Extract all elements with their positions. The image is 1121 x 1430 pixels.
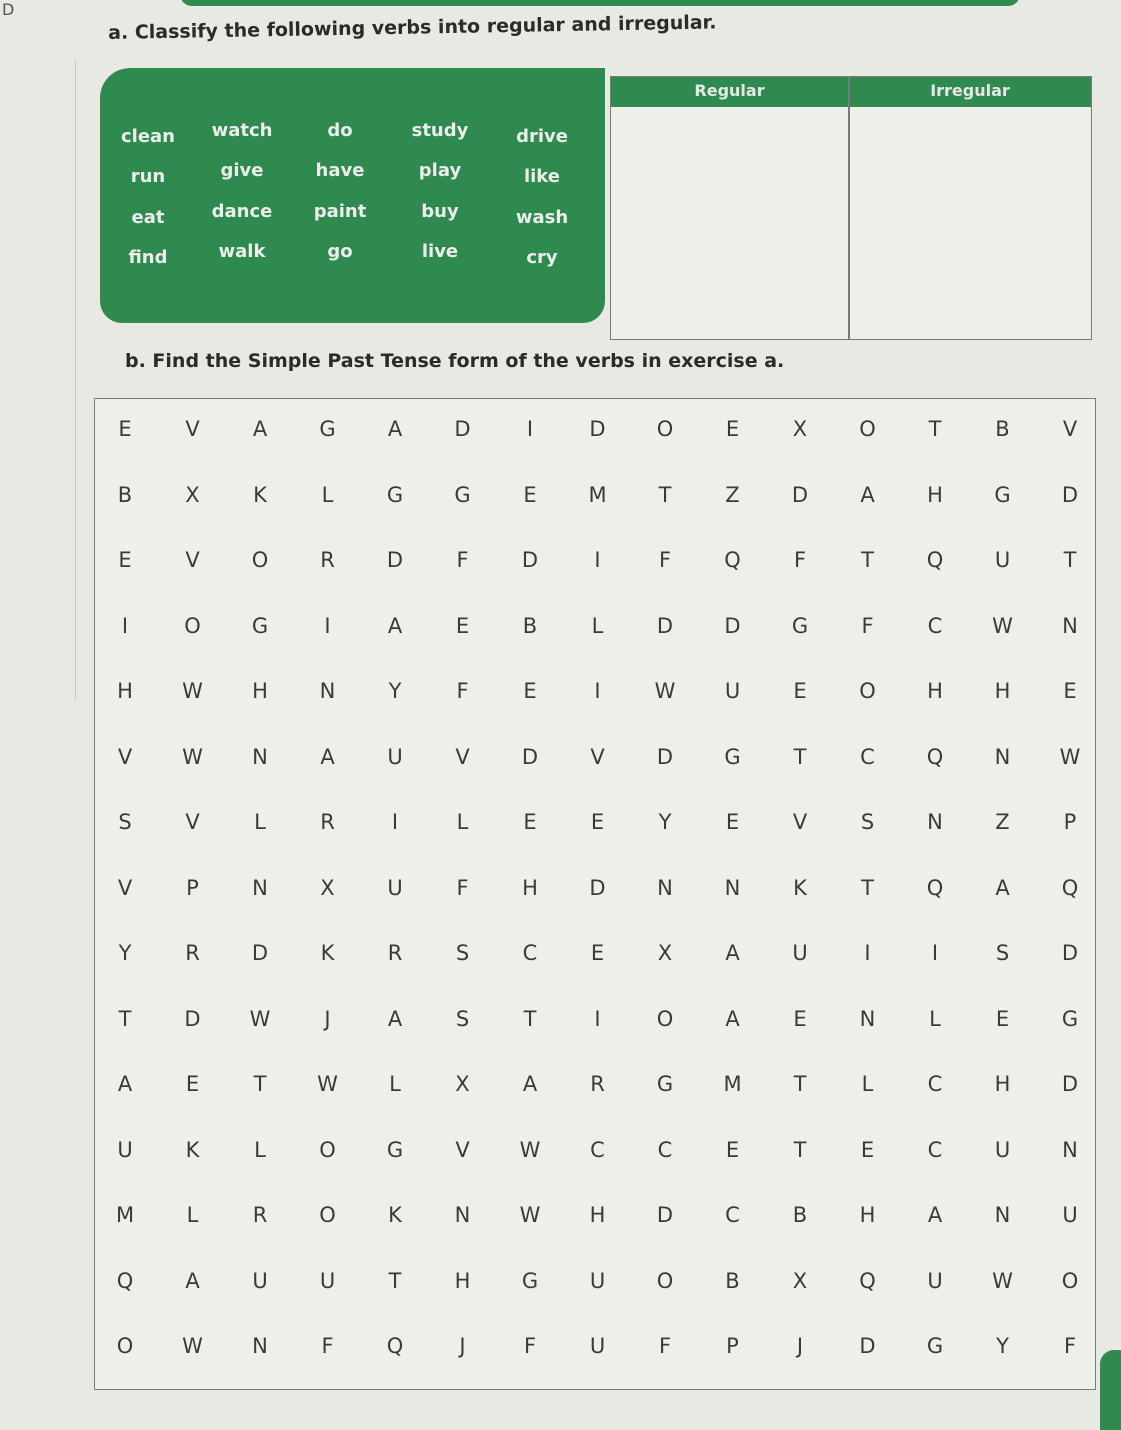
word-search-letter[interactable]: Q [926,548,944,572]
verb-box [100,68,605,323]
verb-item: run [130,166,166,187]
word-search-letter[interactable]: H [994,679,1011,703]
word-search-letter[interactable]: E [185,1072,200,1096]
word-search-letter[interactable]: N [657,875,673,900]
word-search-letter[interactable]: Z [995,810,1010,834]
word-search-letter[interactable]: T [793,1137,807,1162]
word-search-letter[interactable]: K [793,875,807,900]
word-search-letter[interactable]: E [590,941,605,965]
word-search-letter[interactable]: Q [116,1268,134,1293]
verb-item: do [327,120,353,141]
word-search-letter[interactable]: I [594,548,601,572]
word-search-letter[interactable]: C [590,1137,605,1162]
word-search-letter[interactable]: E [590,810,605,834]
word-search-letter[interactable]: N [454,1203,471,1227]
word-search-letter[interactable]: L [254,810,266,834]
word-search-letter[interactable]: I [324,613,331,638]
word-search-letter[interactable]: G [994,482,1011,507]
word-search-letter[interactable]: Q [926,744,944,769]
verb-item: dance [211,201,273,222]
classify-table-header [611,77,1091,107]
word-search-letter[interactable]: L [389,1072,401,1096]
word-search-letter[interactable]: N [927,810,943,834]
verb-item: buy [421,201,459,222]
word-search-row [95,548,1095,588]
section-b-heading: b. Find the Simple Past Tense form of the verbs in exercise a. [125,350,785,372]
word-search-letter[interactable]: F [456,679,469,703]
word-search-letter[interactable]: A [252,417,268,441]
word-search-letter[interactable]: S [860,810,875,834]
word-search-letter[interactable]: D [1061,482,1079,507]
word-search-letter[interactable]: F [1063,1334,1077,1358]
word-search-letter[interactable]: W [1059,744,1081,769]
word-search-letter[interactable]: T [118,1006,132,1031]
word-search-letter[interactable]: D [184,1006,201,1031]
word-search-letter[interactable]: H [522,875,538,900]
word-search-letter[interactable]: D [521,744,539,769]
verb-item: like [523,166,561,187]
word-search-letter[interactable]: L [321,482,334,507]
verb-item: paint [313,201,367,222]
word-search-letter[interactable]: N [1062,613,1078,638]
word-search-letter[interactable]: L [861,1072,874,1096]
word-search-letter[interactable]: B [117,482,133,507]
verb-item: play [418,160,462,181]
word-search-letter[interactable]: D [521,548,539,572]
word-search-letter[interactable]: E [860,1137,875,1162]
word-search-letter[interactable]: I [864,941,871,965]
verb-item: wash [515,207,569,228]
word-search-letter[interactable]: D [791,482,809,507]
word-search-letter[interactable]: W [182,1334,203,1358]
verb-item: watch [211,120,273,141]
word-search-letter[interactable]: F [793,548,807,572]
word-search-letter[interactable]: F [658,548,672,572]
word-search-letter[interactable]: D [386,548,404,572]
word-search-letter[interactable]: F [456,875,469,900]
word-search-letter[interactable]: I [931,941,939,965]
word-search-letter[interactable]: Y [118,941,132,965]
word-search-letter[interactable]: T [253,1072,267,1096]
word-search-letter[interactable]: E [523,482,537,507]
verb-item: study [411,120,469,141]
word-search-letter[interactable]: V [1062,417,1078,441]
word-search-letter[interactable]: X [455,1072,470,1096]
word-search-letter[interactable]: S [455,941,470,965]
word-search-row [95,876,1095,916]
word-search-letter[interactable]: L [929,1006,941,1031]
irregular-answer-cell[interactable] [850,107,1090,339]
word-search-letter[interactable]: Q [386,1334,404,1358]
word-search-row [95,614,1095,654]
word-search-letter[interactable]: N [859,1006,876,1031]
word-search-letter[interactable]: I [594,679,601,703]
word-search-letter[interactable]: G [1061,1006,1079,1031]
word-search-letter[interactable]: O [656,417,674,441]
word-search-letter[interactable]: A [387,417,403,441]
word-search-letter[interactable]: T [523,1006,537,1031]
word-search-letter[interactable]: T [928,417,942,441]
word-search-letter[interactable]: T [793,744,807,769]
word-search-letter[interactable]: G [521,1268,539,1293]
word-search-letter[interactable]: N [252,875,268,900]
word-search-letter[interactable]: O [116,1334,134,1358]
word-search-letter[interactable]: T [861,875,874,900]
word-search-letter[interactable]: A [995,875,1010,900]
word-search-letter[interactable]: M [115,1203,135,1227]
word-search-letter[interactable]: A [522,1072,538,1096]
word-search-letter[interactable]: X [792,1268,808,1293]
word-search-letter[interactable]: D [589,875,606,900]
word-search-letter[interactable]: L [591,613,604,638]
word-search-grid [94,398,1096,1390]
verb-item: go [327,241,353,262]
word-search-letter[interactable]: E [995,1006,1010,1031]
word-search-letter[interactable]: W [992,613,1013,638]
word-search-letter[interactable]: C [927,1137,943,1162]
word-search-row [95,1334,1095,1374]
regular-answer-cell[interactable] [611,107,848,339]
word-search-letter[interactable]: W [519,1203,541,1227]
word-search-letter[interactable]: Y [658,810,672,834]
word-search-letter[interactable]: H [117,679,133,703]
word-search-letter[interactable]: H [927,679,943,703]
verb-item: live [421,241,459,262]
verb-item: have [315,160,365,181]
word-search-letter[interactable]: N [252,744,268,769]
word-search-letter[interactable]: V [117,744,133,769]
word-search-letter[interactable]: I [594,1006,601,1031]
verb-item: clean [120,126,175,147]
word-search-letter[interactable]: V [792,810,808,834]
word-search-letter[interactable]: U [589,1268,606,1293]
classify-table [610,76,1092,340]
top-decorative-band [180,0,1020,6]
word-search-letter[interactable]: C [860,744,875,769]
section-a-heading: a. Classify the following verbs into regular and irregular. [108,11,717,44]
word-search-letter[interactable]: F [523,1334,537,1358]
word-search-letter[interactable]: A [117,1072,133,1096]
word-search-letter[interactable]: D [1061,941,1079,965]
word-search-letter[interactable]: I [121,613,129,638]
word-search-letter[interactable]: R [185,941,200,965]
word-search-letter[interactable]: O [319,1137,336,1162]
verb-grid [100,68,605,323]
word-search-letter[interactable]: U [589,1334,606,1358]
word-search-letter[interactable]: L [254,1137,266,1162]
word-search-letter[interactable]: N [319,679,336,703]
word-search-letter[interactable]: G [251,613,269,638]
word-search-letter[interactable]: K [253,482,267,507]
word-search-letter[interactable]: U [724,679,741,703]
word-search-letter[interactable]: O [184,613,201,638]
word-search-letter[interactable]: P [186,875,199,900]
word-search-letter[interactable]: C [927,613,943,638]
word-search-letter[interactable]: E [523,679,537,703]
word-search-letter[interactable]: O [656,1268,674,1293]
word-search-letter[interactable]: K [320,941,335,965]
word-search-letter[interactable]: L [456,810,469,834]
word-search-row [95,1203,1095,1243]
word-search-letter[interactable]: Z [725,482,740,507]
word-search-letter[interactable]: D [656,1203,674,1227]
word-search-letter[interactable]: B [995,417,1010,441]
word-search-letter[interactable]: O [251,548,269,572]
word-search-letter[interactable]: V [117,875,133,900]
word-search-letter[interactable]: A [387,1006,403,1031]
word-search-letter[interactable]: W [992,1268,1013,1293]
word-search-letter[interactable]: C [657,1137,673,1162]
word-search-letter[interactable]: C [927,1072,943,1096]
word-search-letter[interactable]: O [319,1203,336,1227]
word-search-letter[interactable]: D [656,744,674,769]
left-margin [0,60,76,700]
word-search-letter[interactable]: U [1062,1203,1078,1227]
word-search-letter[interactable]: E [793,1006,807,1031]
word-search-letter[interactable]: G [386,482,404,507]
word-search-letter[interactable]: T [388,1268,402,1293]
verb-item: find [128,247,168,268]
word-search-letter[interactable]: H [252,679,268,703]
word-search-letter[interactable]: Y [388,679,402,703]
word-search-letter[interactable]: E [725,1137,740,1162]
word-search-letter[interactable]: J [324,1006,331,1031]
word-search-letter[interactable]: B [522,613,538,638]
word-search-letter[interactable]: J [459,1334,466,1358]
word-search-letter[interactable]: G [656,1072,674,1096]
word-search-letter[interactable]: X [320,875,335,900]
word-search-letter[interactable]: E [1063,679,1077,703]
word-search-letter[interactable]: F [456,548,469,572]
word-search-letter[interactable]: A [185,1268,200,1293]
word-search-row [95,1007,1095,1047]
word-search-letter[interactable]: M [588,482,607,507]
word-search-letter[interactable]: C [725,1203,740,1227]
word-search-letter[interactable]: V [455,1137,470,1162]
word-search-letter[interactable]: A [927,1203,943,1227]
word-search-letter[interactable]: W [317,1072,338,1096]
corner-decoration [1100,1350,1121,1430]
word-search-letter[interactable]: U [387,744,403,769]
word-search-letter[interactable]: D [724,613,741,638]
word-search-letter[interactable]: A [725,1006,740,1031]
word-search-letter[interactable]: I [391,810,399,834]
word-search-letter[interactable]: D [589,417,606,441]
word-search-letter[interactable]: K [185,1137,200,1162]
word-search-letter[interactable]: G [791,613,809,638]
page-number: D [2,0,15,19]
word-search-letter[interactable]: J [796,1334,804,1358]
word-search-letter[interactable]: W [182,744,203,769]
word-search-letter[interactable]: P [726,1334,739,1358]
word-search-letter[interactable]: V [185,417,200,441]
word-search-letter[interactable]: R [252,1203,268,1227]
word-search-letter[interactable]: U [252,1268,268,1293]
word-search-letter[interactable]: G [319,417,336,441]
word-search-letter[interactable]: I [526,417,534,441]
word-search-letter[interactable]: Q [859,1268,876,1293]
word-search-letter[interactable]: N [724,875,741,900]
word-search-row [95,679,1095,719]
word-search-letter[interactable]: O [859,417,876,441]
word-search-letter[interactable]: D [1061,1072,1079,1096]
word-search-letter[interactable]: E [725,417,740,441]
word-search-letter[interactable]: O [859,679,876,703]
word-search-letter[interactable]: E [118,548,132,572]
word-search-letter[interactable]: G [454,482,471,507]
word-search-letter[interactable]: D [859,1334,876,1358]
word-search-letter[interactable]: U [994,548,1011,572]
word-search-letter[interactable]: N [1062,1137,1078,1162]
word-search-row [95,810,1095,850]
word-search-row [95,941,1095,981]
word-search-letter[interactable]: N [994,1203,1011,1227]
word-search-letter[interactable]: U [994,1137,1011,1162]
verb-item: drive [516,126,568,147]
word-search-row [95,417,1095,457]
word-search-letter[interactable]: Q [926,875,944,900]
word-search-letter[interactable]: R [590,1072,605,1096]
word-search-letter[interactable]: A [320,744,335,769]
verb-item: walk [218,241,266,262]
regular-column-label: Regular [694,81,765,100]
word-search-row [95,745,1095,785]
word-search-letter[interactable]: R [387,941,403,965]
word-search-letter[interactable]: X [792,417,808,441]
word-search-letter[interactable]: K [388,1203,402,1227]
verb-item: give [220,160,264,181]
word-search-letter[interactable]: A [860,482,875,507]
word-search-letter[interactable]: H [927,482,943,507]
word-search-letter[interactable]: Q [1061,875,1079,900]
verb-item: eat [131,207,165,228]
word-search-letter[interactable]: F [658,1334,672,1358]
word-search-letter[interactable]: V [455,744,470,769]
word-search-letter[interactable]: Q [724,548,741,572]
word-search-letter[interactable]: N [252,1334,268,1358]
word-search-row [95,483,1095,523]
word-search-letter[interactable]: G [386,1137,404,1162]
word-search-row [95,1138,1095,1178]
word-search-letter[interactable]: U [792,941,808,965]
word-search-letter[interactable]: R [320,548,335,572]
word-search-letter[interactable]: C [522,941,538,965]
word-search-letter[interactable]: V [590,744,605,769]
word-search-letter[interactable]: B [725,1268,740,1293]
word-search-letter[interactable]: U [387,875,403,900]
word-search-letter[interactable]: S [455,1006,470,1031]
irregular-column-label: Irregular [930,81,1010,100]
word-search-letter[interactable]: A [725,941,740,965]
word-search-letter[interactable]: G [724,744,741,769]
word-search-letter[interactable]: T [861,548,874,572]
word-search-letter[interactable]: T [793,1072,807,1096]
word-search-row [95,1269,1095,1309]
word-search-letter[interactable]: D [454,417,471,441]
word-search-letter[interactable]: B [792,1203,808,1227]
word-search-letter[interactable]: W [249,1006,271,1031]
word-search-letter[interactable]: E [793,679,807,703]
word-search-letter[interactable]: P [1063,810,1077,834]
word-search-letter[interactable]: U [319,1268,336,1293]
word-search-letter[interactable]: G [926,1334,944,1358]
word-search-letter[interactable]: W [654,679,676,703]
word-search-letter[interactable]: M [723,1072,742,1096]
verb-item: cry [526,247,558,268]
word-search-letter[interactable]: H [859,1203,876,1227]
word-search-letter[interactable]: W [519,1137,541,1162]
word-search-letter[interactable]: S [995,941,1010,965]
word-search-letter[interactable]: D [251,941,269,965]
word-search-letter[interactable]: S [118,810,132,834]
word-search-letter[interactable]: X [185,482,200,507]
word-search-letter[interactable]: N [994,744,1011,769]
word-search-letter[interactable]: V [185,810,200,834]
word-search-letter[interactable]: F [321,1334,334,1358]
word-search-letter[interactable]: U [117,1137,133,1162]
word-search-letter[interactable]: V [185,548,200,572]
word-search-letter[interactable]: Y [996,1334,1009,1358]
word-search-letter[interactable]: O [1061,1268,1079,1293]
word-search-letter[interactable]: T [1063,548,1077,572]
word-search-letter[interactable]: T [658,482,672,507]
word-search-letter[interactable]: E [725,810,740,834]
word-search-letter[interactable]: R [320,810,335,834]
word-search-letter[interactable]: X [657,941,673,965]
word-search-letter[interactable]: H [994,1072,1011,1096]
word-search-letter[interactable]: L [186,1203,199,1227]
word-search-letter[interactable]: H [454,1268,471,1293]
word-search-letter[interactable]: U [927,1268,943,1293]
word-search-letter[interactable]: E [455,613,470,638]
word-search-row [95,1072,1095,1112]
word-search-letter[interactable]: E [118,417,132,441]
word-search-letter[interactable]: F [861,613,874,638]
word-search-letter[interactable]: W [182,679,203,703]
word-search-letter[interactable]: H [589,1203,606,1227]
word-search-letter[interactable]: O [656,1006,674,1031]
word-search-letter[interactable]: D [656,613,674,638]
word-search-letter[interactable]: A [387,613,403,638]
word-search-letter[interactable]: E [523,810,537,834]
